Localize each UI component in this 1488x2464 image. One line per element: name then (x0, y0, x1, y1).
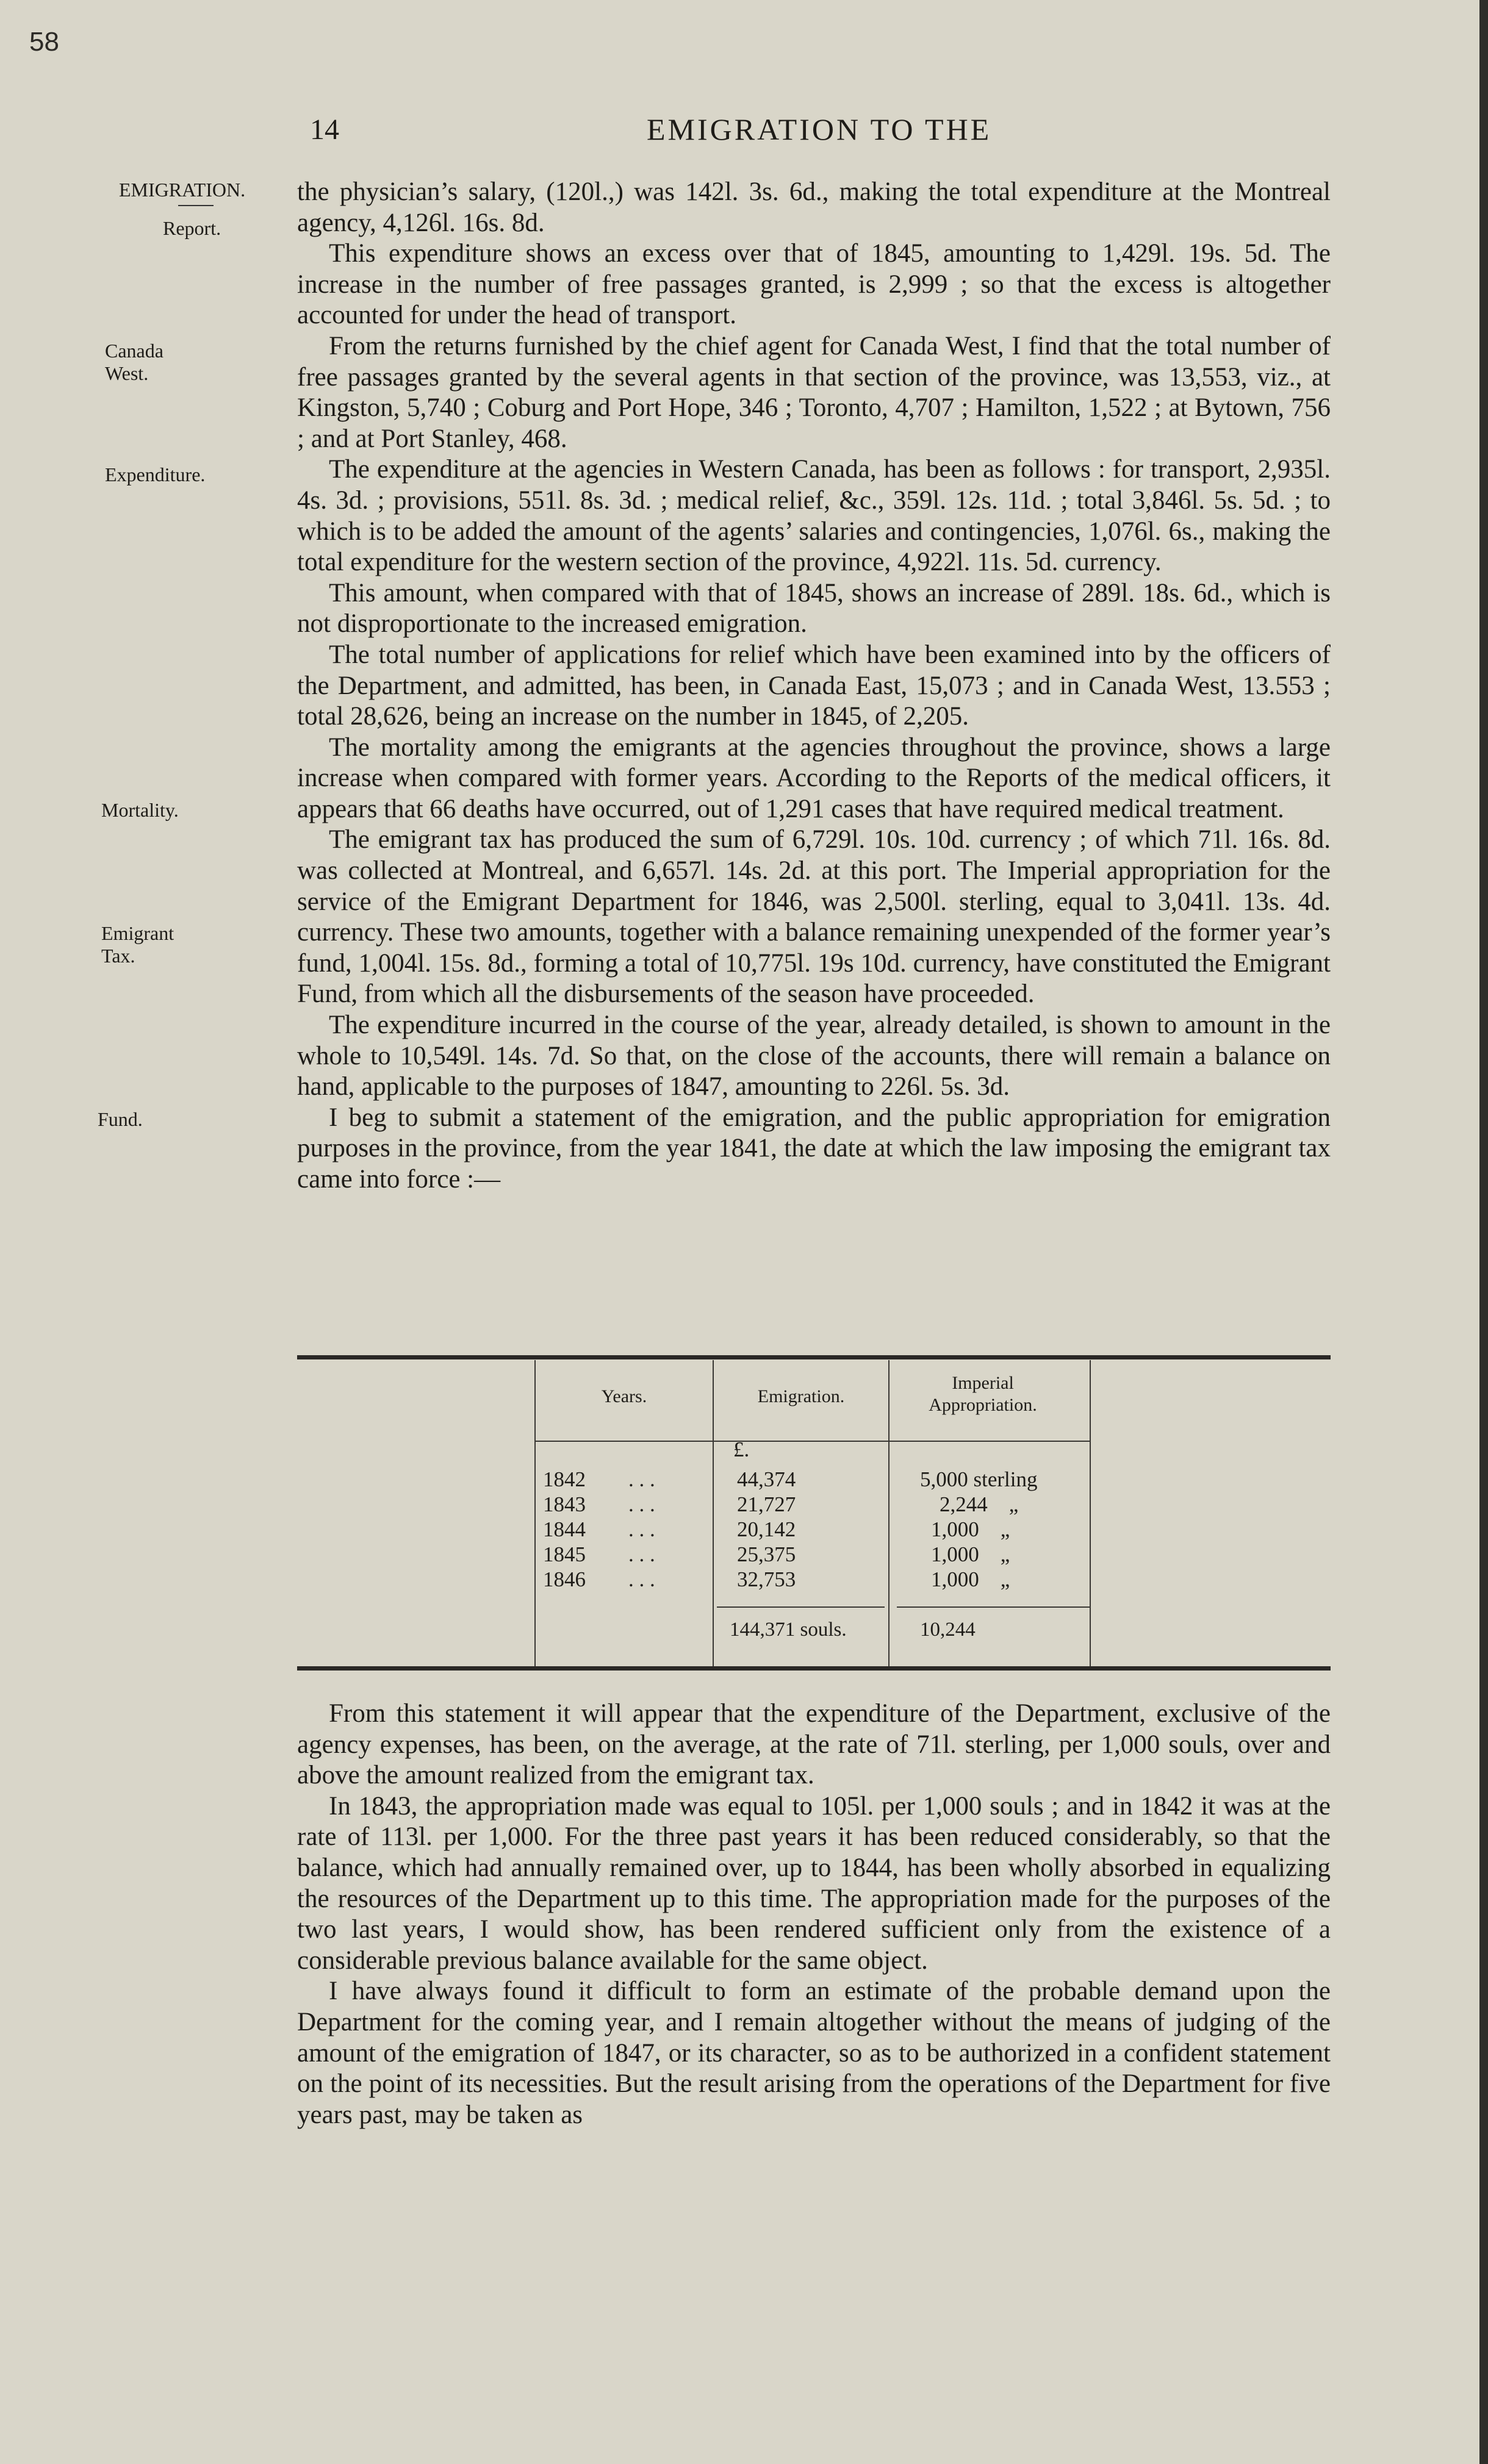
paragraph: The expenditure incurred in the course of the year, already detailed, is shown to amount in the whole to 10,549l. 14s. 7d. So that, on the close of the accounts, there will remain a balance on hand, applicable to the purposes of 1847, amounting to 226l. 5s. 3d. (297, 1011, 1331, 1101)
table-cell-emigration: 32,753 (737, 1567, 796, 1591)
margin-note-canada-west: Canada West. (105, 340, 164, 384)
paragraph: The emigrant tax has produced the sum of 6,729l. 10s. 10d. currency ; of which 71l. 16s. 8d. was collected at Montreal, and 6,657l. 14s. 2d. at this port. The Imperial appropriation for the service of the Emigrant Department for 1846, was 2,500l. sterling, equal to 3,041l. 13s. 4d. currency. These two amounts, together with a balance remaining unexpended of the former year’s fund, 1,004l. 15s. 8d., forming a total of 10,775l. 19s 10d. currency, have constituted the Emigrant Fund, from which all the disbursements of the season have proceeded. (297, 825, 1331, 1009)
table-header-years: Years. (601, 1386, 647, 1406)
body-text-continued (297, 1699, 1331, 2130)
table-total-emigration: 144,371 souls. (730, 1619, 847, 1641)
table-cell-year: 1846 (543, 1567, 586, 1591)
table-cell-appropriation: 1,000 „ (931, 1567, 1010, 1591)
margin-note-rule (178, 205, 214, 206)
table-header-rule (534, 1441, 1090, 1442)
paragraph: This expenditure shows an excess over that of 1845, amounting to 1,429l. 19s. 5d. The increase in the number of free passages granted, is 2,999 ; so that the excess is altogether accounted for under the head of transport. (297, 239, 1331, 330)
paragraph: the physician’s salary, (120l.,) was 142l. 3s. 6d., making the total expenditure at the Montreal agency, 4,126l. 16s. 8d. (297, 177, 1331, 237)
paragraph: From the returns furnished by the chief agent for Canada West, I find that the total number of free passages granted by the several agents in that section of the province, was 13,553, viz., at Kingston, 5,740 ; Coburg and Port Hope, 346 ; Toronto, 4,707 ; Hamilton, 1,522 ; at Bytown, 756 ; and at Port Stanley, 468. (297, 331, 1331, 453)
table-cell-emigration: 21,727 (737, 1492, 796, 1516)
margin-note-fund: Fund. (98, 1108, 143, 1130)
table-top-rule (297, 1355, 1331, 1359)
table-cell-emigration: 20,142 (737, 1517, 796, 1541)
table-cell-appropriation: 1,000 „ (931, 1517, 1010, 1541)
table-cell-emigration: 44,374 (737, 1467, 796, 1491)
table-total-appropriation: 10,244 (920, 1619, 976, 1641)
table-cell-year: 1843 (543, 1492, 586, 1516)
page-edge-shadow (1479, 0, 1488, 2464)
margin-note-expenditure: Expenditure. (105, 464, 206, 485)
table-cell-leader-dots: . . . (628, 1567, 655, 1591)
paragraph: I have always found it difficult to form an estimate of the probable demand upon the Department for the coming year, and I remain altogether without the means of judging of the amount of the emigration of 1847, or its character, so as to be authorized in a confident statement on the point of its necessities. But the result arising from the operations of the Department for five years past, may be taken as (297, 1977, 1331, 2129)
table-cell-leader-dots: . . . (628, 1517, 655, 1541)
margin-note-emigration: EMIGRATION. (119, 179, 246, 201)
table-cell-appropriation: 5,000 sterling (920, 1467, 1038, 1491)
paragraph: The mortality among the emigrants at the agencies throughout the province, shows a large increase when compared with former years. According to the Reports of the medical officers, it appears that 66 deaths have occurred, out of 1,291 cases that have required medical treatment. (297, 732, 1331, 823)
table-cell-leader-dots: . . . (628, 1492, 655, 1516)
running-head: EMIGRATION TO THE (647, 112, 992, 146)
table-cell-appropriation: 2,244 „ (940, 1492, 1019, 1516)
paragraph: This amount, when compared with that of 1845, shows an increase of 289l. 18s. 6d., which is not disproportionate to the increased emigration. (297, 578, 1331, 639)
paragraph: The expenditure at the agencies in Western Canada, has been as follows : for transport, 2,935l. 4s. 3d. ; provisions, 551l. 8s. 3d. ; medical relief, &c., 359l. 12s. 11d. ; total 3,846l. 5s. 5d. ; to which is to be added the amount of the agents’ salaries and contingencies, 1,076l. 6s., making the total expenditure for the western section of the province, 4,922l. 11s. 5d. currency. (297, 455, 1331, 577)
table-cell-appropriation: 1,000 „ (931, 1542, 1010, 1566)
table-cell-leader-dots: . . . (628, 1542, 655, 1566)
paragraph: From this statement it will appear that the expenditure of the Department, exclusive of the agency expenses, has been, on the average, at the rate of 71l. sterling, per 1,000 souls, over and above the amount realized from the emigrant tax. (297, 1699, 1331, 1790)
table-header-appropriation: Imperial Appropriation. (929, 1373, 1037, 1415)
paragraph: The total number of applications for relief which have been examined into by the officers of the Department, and admitted, has been, in Canada East, 15,073 ; and in Canada West, 13.553 ; total 28,626, being an increase on the number in 1845, of 2,205. (297, 640, 1331, 731)
paragraph: I beg to submit a statement of the emigration, and the public appropriation for emigration purposes in the province, from the year 1841, the date at which the law imposing the emigrant tax came into force :— (297, 1103, 1331, 1194)
table-cell-leader-dots: . . . (628, 1467, 655, 1491)
paragraph: In 1843, the appropriation made was equal to 105l. per 1,000 souls ; and in 1842 it was at the rate of 113l. per 1,000. For the three past years it has been reduced considerably, so that the balance, which had annually remained over, up to 1844, has been wholly absorbed in equalizing the resources of the Department up to this time. The appropriation made for the purposes of the two last years, I would show, has been rendered sufficient only from the existence of a considerable previous balance available for the same object. (297, 1791, 1331, 1975)
table-column-rule (888, 1360, 890, 1666)
table-bottom-rule (297, 1666, 1331, 1671)
table-currency-mark: £. (733, 1438, 750, 1461)
table-header-emigration: Emigration. (757, 1386, 845, 1406)
table-cell-year: 1844 (543, 1517, 586, 1541)
margin-note-mortality: Mortality. (101, 799, 179, 821)
table-cell-year: 1842 (543, 1467, 586, 1491)
table-column-rule (1090, 1360, 1091, 1666)
table-cell-year: 1845 (543, 1542, 586, 1566)
scan-page-number: 58 (29, 27, 59, 57)
margin-note-report: Report. (163, 217, 221, 239)
table-cell-emigration: 25,375 (737, 1542, 796, 1566)
table-sum-rule (717, 1606, 885, 1608)
body-text (297, 177, 1331, 1195)
table-sum-rule (897, 1606, 1090, 1608)
page-number: 14 (310, 113, 339, 146)
margin-note-emigrant-tax: Emigrant Tax. (101, 922, 174, 967)
